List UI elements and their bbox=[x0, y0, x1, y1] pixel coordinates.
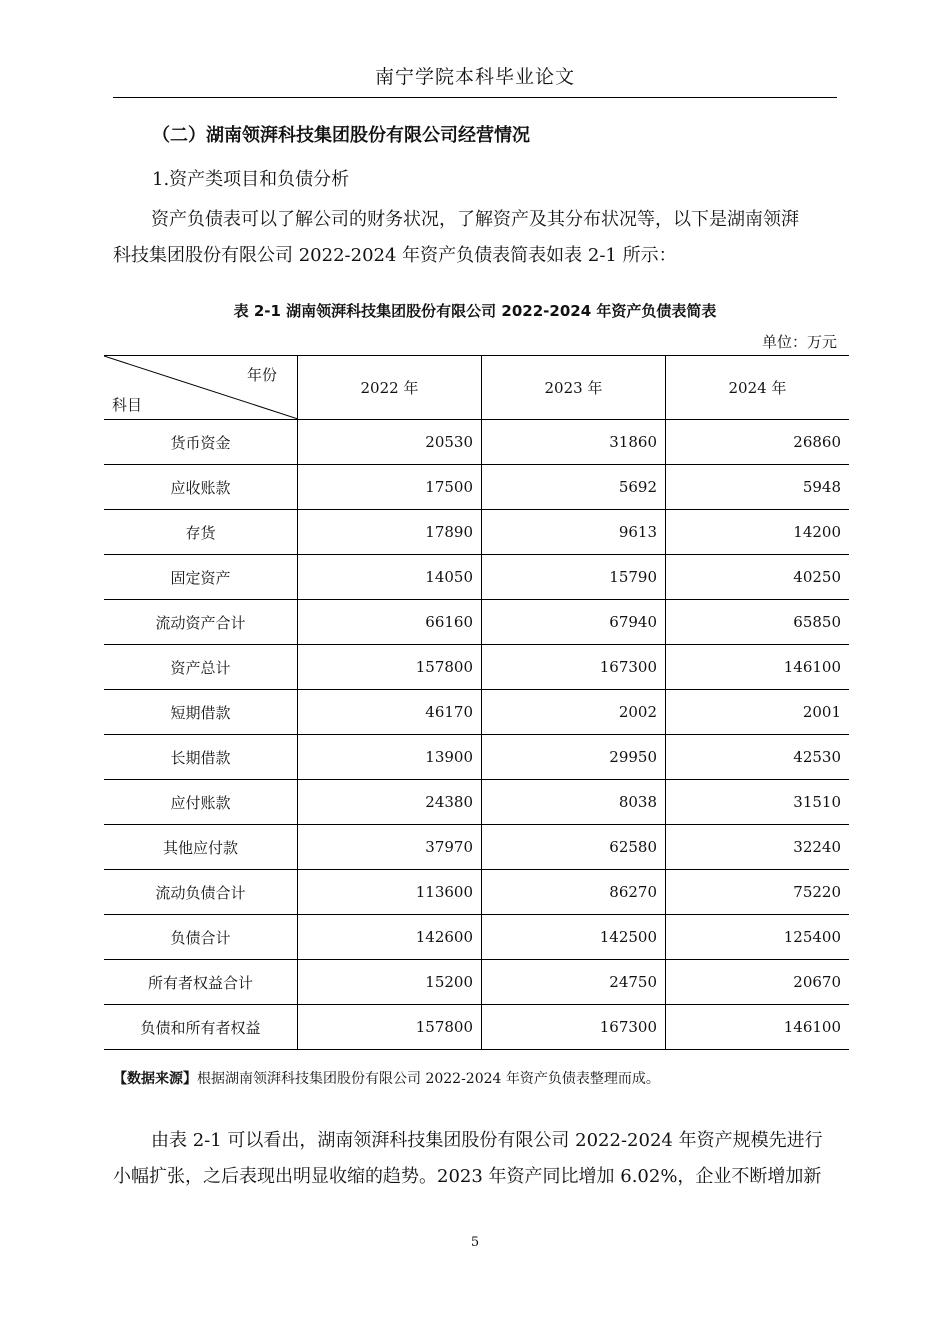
table-cell: 9613 bbox=[482, 510, 666, 555]
table-cell: 20670 bbox=[666, 960, 850, 1005]
table-cell: 24380 bbox=[298, 780, 482, 825]
table-row bbox=[104, 510, 849, 555]
source-text: 根据湖南领湃科技集团股份有限公司 2022-2024 年资产负债表整理而成。 bbox=[197, 1071, 660, 1087]
table-cell: 142500 bbox=[482, 915, 666, 960]
subsection-heading: 1.资产类项目和负债分析 bbox=[152, 169, 350, 190]
table-cell: 31860 bbox=[482, 420, 666, 465]
table-row bbox=[104, 555, 849, 600]
section-heading: （二）湖南领湃科技集团股份有限公司经营情况 bbox=[152, 125, 530, 146]
analysis-paragraph bbox=[113, 1123, 837, 1195]
column-header: 2022 年 bbox=[298, 356, 482, 420]
source-label: 【数据来源】 bbox=[113, 1071, 197, 1087]
table-cell: 2002 bbox=[482, 690, 666, 735]
table-cell: 15790 bbox=[482, 555, 666, 600]
table-cell: 167300 bbox=[482, 1005, 666, 1050]
table-row bbox=[104, 825, 849, 870]
row-label: 所有者权益合计 bbox=[104, 960, 298, 1005]
table-cell: 32240 bbox=[666, 825, 850, 870]
table-cell: 167300 bbox=[482, 645, 666, 690]
table-source-note bbox=[113, 1068, 660, 1088]
table-row bbox=[104, 1005, 849, 1050]
intro-paragraph bbox=[113, 202, 837, 274]
table-cell: 65850 bbox=[666, 600, 850, 645]
table-row bbox=[104, 735, 849, 780]
table-cell: 125400 bbox=[666, 915, 850, 960]
column-header: 2023 年 bbox=[482, 356, 666, 420]
intro-line-2: 科技集团股份有限公司 2022-2024 年资产负债表简表如表 2-1 所示： bbox=[113, 245, 677, 266]
row-label: 流动资产合计 bbox=[104, 600, 298, 645]
table-cell: 40250 bbox=[666, 555, 850, 600]
analysis-line-2: 小幅扩张，之后表现出明显收缩的趋势。2023 年资产同比增加 6.02%，企业不断增加新 bbox=[113, 1166, 822, 1187]
table-cell: 75220 bbox=[666, 870, 850, 915]
table-cell: 146100 bbox=[666, 645, 850, 690]
table-row bbox=[104, 870, 849, 915]
intro-line-1: 资产负债表可以了解公司的财务状况，了解资产及其分布状况等，以下是湖南领湃 bbox=[151, 209, 799, 230]
table-cell: 31510 bbox=[666, 780, 850, 825]
corner-cell bbox=[104, 356, 298, 420]
table-cell: 14050 bbox=[298, 555, 482, 600]
table-cell: 5948 bbox=[666, 465, 850, 510]
table-cell: 37970 bbox=[298, 825, 482, 870]
table-cell: 2001 bbox=[666, 690, 850, 735]
table-cell: 142600 bbox=[298, 915, 482, 960]
table-cell: 24750 bbox=[482, 960, 666, 1005]
page-header-title: 南宁学院本科毕业论文 bbox=[374, 66, 575, 88]
table-cell: 13900 bbox=[298, 735, 482, 780]
table-row bbox=[104, 600, 849, 645]
table-cell: 66160 bbox=[298, 600, 482, 645]
table-cell: 5692 bbox=[482, 465, 666, 510]
table-row bbox=[104, 960, 849, 1005]
table-cell: 42530 bbox=[666, 735, 850, 780]
table-cell: 8038 bbox=[482, 780, 666, 825]
table-cell: 67940 bbox=[482, 600, 666, 645]
row-label: 存货 bbox=[104, 510, 298, 555]
corner-label-year: 年份 bbox=[246, 366, 277, 384]
table-header-row bbox=[104, 356, 849, 420]
table-row bbox=[104, 465, 849, 510]
row-label: 其他应付款 bbox=[104, 825, 298, 870]
row-label: 短期借款 bbox=[104, 690, 298, 735]
table-cell: 15200 bbox=[298, 960, 482, 1005]
table-cell: 17890 bbox=[298, 510, 482, 555]
table-cell: 157800 bbox=[298, 1005, 482, 1050]
column-header: 2024 年 bbox=[666, 356, 850, 420]
table-cell: 29950 bbox=[482, 735, 666, 780]
table-cell: 157800 bbox=[298, 645, 482, 690]
table-row bbox=[104, 645, 849, 690]
table-row bbox=[104, 420, 849, 465]
page-number: 5 bbox=[470, 1235, 480, 1250]
table-cell: 146100 bbox=[666, 1005, 850, 1050]
header-divider bbox=[113, 97, 837, 98]
corner-label-subject: 科目 bbox=[112, 396, 143, 414]
row-label: 负债合计 bbox=[104, 915, 298, 960]
table-cell: 62580 bbox=[482, 825, 666, 870]
table-cell: 14200 bbox=[666, 510, 850, 555]
row-label: 应收账款 bbox=[104, 465, 298, 510]
row-label: 应付账款 bbox=[104, 780, 298, 825]
table-cell: 86270 bbox=[482, 870, 666, 915]
table-title: 表 2-1 湖南领湃科技集团股份有限公司 2022-2024 年资产负债表简表 bbox=[233, 302, 717, 320]
table-row bbox=[104, 915, 849, 960]
analysis-line-1: 由表 2-1 可以看出，湖南领湃科技集团股份有限公司 2022-2024 年资产规模先进行 bbox=[151, 1130, 823, 1151]
table-cell: 26860 bbox=[666, 420, 850, 465]
table-cell: 46170 bbox=[298, 690, 482, 735]
table-row bbox=[104, 690, 849, 735]
table-row bbox=[104, 780, 849, 825]
table-cell: 113600 bbox=[298, 870, 482, 915]
row-label: 负债和所有者权益 bbox=[104, 1005, 298, 1050]
table-unit: 单位：万元 bbox=[761, 333, 837, 351]
balance-sheet-table bbox=[104, 355, 849, 1050]
row-label: 货币资金 bbox=[104, 420, 298, 465]
row-label: 流动负债合计 bbox=[104, 870, 298, 915]
row-label: 固定资产 bbox=[104, 555, 298, 600]
row-label: 长期借款 bbox=[104, 735, 298, 780]
table-cell: 20530 bbox=[298, 420, 482, 465]
table-cell: 17500 bbox=[298, 465, 482, 510]
row-label: 资产总计 bbox=[104, 645, 298, 690]
